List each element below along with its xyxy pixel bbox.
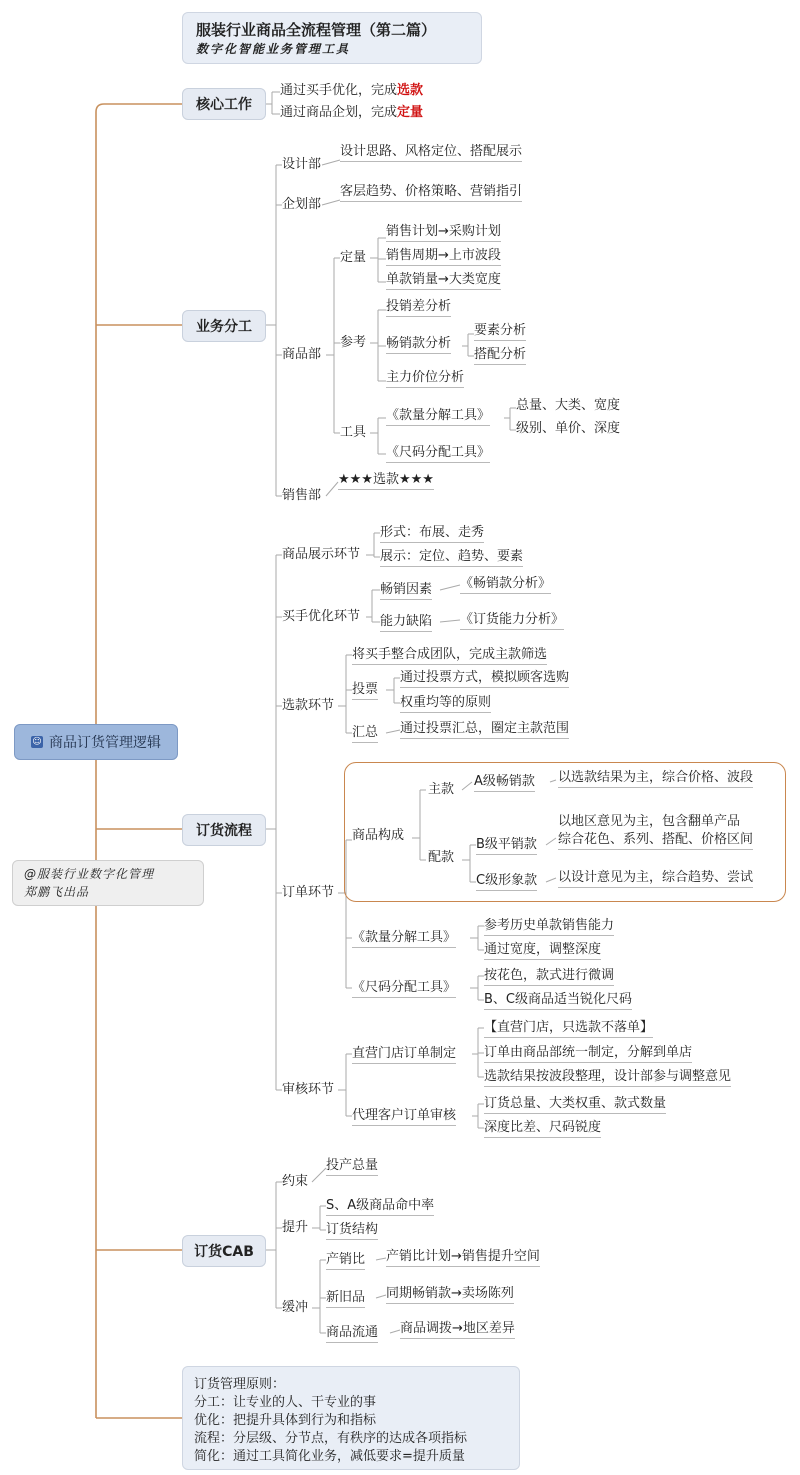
order-tool-2-item-1: 按花色，款式进行微调 — [484, 968, 614, 986]
page-subtitle: 数字化智能业务管理工具 — [196, 42, 351, 56]
buffer-val-2: 同期畅销款→卖场陈列 — [386, 1286, 514, 1304]
order-tool-2-item-2: B、C级商品适当锐化尺码 — [484, 992, 632, 1010]
order-main: 主款 — [428, 782, 455, 797]
buyer-factor: 畅销因素 — [380, 582, 432, 600]
node-ordering-process[interactable]: 订货流程 — [182, 814, 266, 846]
review-agent-item-1: 订货总量、大类权重、款式数量 — [484, 1096, 666, 1114]
order-b-desc-2: 综合花色、系列、搭配、价格区间 — [558, 832, 753, 850]
buffer-key-2: 新旧品 — [326, 1290, 365, 1308]
design-item: 设计思路、风格定位、搭配展示 — [340, 144, 522, 162]
merch-tools: 工具 — [340, 425, 367, 440]
order-c-desc: 以设计意见为主，综合趋势、尝试 — [558, 870, 753, 888]
order-tool-1: 《款量分解工具》 — [352, 930, 456, 948]
reference-sub-1: 要素分析 — [474, 323, 526, 341]
review-agent-item-2: 深度比差、尺码锐度 — [484, 1120, 601, 1138]
step-order: 订单环节 — [282, 885, 335, 900]
dept-merch: 商品部 — [282, 347, 322, 362]
core-line-1 — [280, 83, 423, 99]
author-note-line1: @服装行业数字化管理 — [24, 867, 155, 881]
display-item-1: 形式：布展、走秀 — [380, 525, 484, 543]
order-b-desc-1: 以地区意见为主，包含翻单产品 — [558, 814, 741, 829]
reference-sub-2: 搭配分析 — [474, 347, 526, 365]
dept-design: 设计部 — [282, 157, 322, 172]
order-main-a: A级畅销款 — [474, 774, 535, 792]
node-core-work[interactable]: 核心工作 — [182, 88, 266, 120]
page-title: 服装行业商品全流程管理（第二篇） — [196, 21, 437, 39]
sales-item: ★★★选款★★★ — [338, 472, 434, 490]
order-tool-1-item-2: 通过宽度，调整深度 — [484, 942, 601, 960]
step-display: 商品展示环节 — [282, 547, 361, 562]
display-item-2: 展示：定位、趋势、要素 — [380, 549, 523, 567]
review-direct: 直营门店订单制定 — [352, 1046, 456, 1064]
cab-constraint: 约束 — [282, 1174, 309, 1189]
dept-planning: 企划部 — [282, 197, 322, 212]
tools-tool-1-item-1: 总量、大类、宽度 — [516, 398, 621, 413]
summary-item: 通过投票汇总，圈定主款范围 — [400, 721, 569, 739]
cab-improve-item-2: 订货结构 — [326, 1222, 378, 1240]
order-c: C级形象款 — [476, 873, 537, 891]
principles-title: 订货管理原则： — [194, 1377, 286, 1392]
merch-quantity: 定量 — [340, 250, 367, 265]
principle-1: 分工：让专业的人、干专业的事 — [194, 1395, 377, 1410]
reference-bestseller: 畅销款分析 — [386, 336, 451, 354]
core-line-2-text: 通过商品企划，完成 — [280, 105, 398, 120]
tools-tool-2: 《尺码分配工具》 — [386, 445, 490, 463]
select-summary: 汇总 — [352, 725, 378, 743]
cab-constraint-item: 投产总量 — [326, 1158, 378, 1176]
node-ordering-cab[interactable]: 订货CAB — [182, 1235, 266, 1267]
cab-buffer: 缓冲 — [282, 1300, 309, 1315]
review-agent: 代理客户订单审核 — [352, 1108, 456, 1126]
buffer-val-1: 产销比计划→销售提升空间 — [386, 1249, 540, 1267]
select-intro: 将买手整合成团队，完成主款筛选 — [352, 647, 547, 665]
review-direct-item-3: 选款结果按波段整理，设计部参与调整意见 — [484, 1069, 731, 1087]
order-composition: 商品构成 — [352, 828, 405, 843]
core-line-2 — [280, 105, 423, 121]
review-direct-item-2: 订单由商品部统一制定，分解到单店 — [484, 1045, 692, 1063]
quantity-item-1: 销售计划→采购计划 — [386, 224, 501, 242]
reference-item-3: 主力价位分析 — [386, 370, 464, 388]
core-line-1-text: 通过买手优化，完成 — [280, 83, 398, 98]
step-review: 审核环节 — [282, 1082, 335, 1097]
core-highlight-select: 选款 — [397, 83, 424, 98]
step-buyer: 买手优化环节 — [282, 609, 361, 624]
author-note-line2: 郑鹏飞出品 — [24, 885, 90, 899]
buyer-gap: 能力缺陷 — [380, 614, 432, 632]
select-vote: 投票 — [352, 682, 378, 700]
quantity-item-3: 单款销量→大类宽度 — [386, 272, 501, 290]
buyer-gap-item: 《订货能力分析》 — [460, 612, 564, 630]
planning-item: 客层趋势、价格策略、营销指引 — [340, 184, 522, 202]
order-main-a-desc: 以选款结果为主，综合价格、波段 — [558, 770, 753, 788]
principle-3: 流程：分层级、分节点，有秩序的达成各项指标 — [194, 1431, 468, 1446]
buffer-key-1: 产销比 — [326, 1252, 365, 1270]
vote-item-2: 权重均等的原则 — [400, 695, 491, 713]
reference-item-1: 投销差分析 — [386, 299, 451, 317]
node-business-division[interactable]: 业务分工 — [182, 310, 266, 342]
buyer-factor-item: 《畅销款分析》 — [460, 576, 551, 594]
person-icon: ☺ — [32, 737, 42, 747]
tools-tool-1: 《款量分解工具》 — [386, 408, 490, 426]
buffer-val-3: 商品调拨→地区差异 — [400, 1321, 515, 1339]
principle-2: 优化：把提升具体到行为和指标 — [194, 1413, 377, 1428]
order-b: B级平销款 — [476, 837, 537, 855]
root-node[interactable] — [14, 724, 178, 760]
order-secondary: 配款 — [428, 850, 455, 865]
buffer-key-3: 商品流通 — [326, 1325, 378, 1343]
principle-4: 简化：通过工具简化业务，减低要求=提升质量 — [194, 1449, 465, 1464]
order-tool-1-item-1: 参考历史单款销售能力 — [484, 918, 614, 936]
step-select: 选款环节 — [282, 698, 335, 713]
cab-improve-item-1: S、A级商品命中率 — [326, 1198, 434, 1216]
root-label: 商品订货管理逻辑 — [49, 735, 161, 751]
dept-sales: 销售部 — [282, 488, 322, 503]
vote-item-1: 通过投票方式，模拟顾客选购 — [400, 670, 569, 688]
order-tool-2: 《尺码分配工具》 — [352, 980, 456, 998]
cab-improve: 提升 — [282, 1220, 309, 1235]
tools-tool-1-item-2: 级别、单价、深度 — [516, 421, 621, 436]
quantity-item-2: 销售周期→上市波段 — [386, 248, 501, 266]
merch-reference: 参考 — [340, 335, 367, 350]
review-direct-item-1: 【直营门店，只选款不落单】 — [484, 1020, 653, 1038]
core-highlight-quantity: 定量 — [397, 105, 424, 120]
